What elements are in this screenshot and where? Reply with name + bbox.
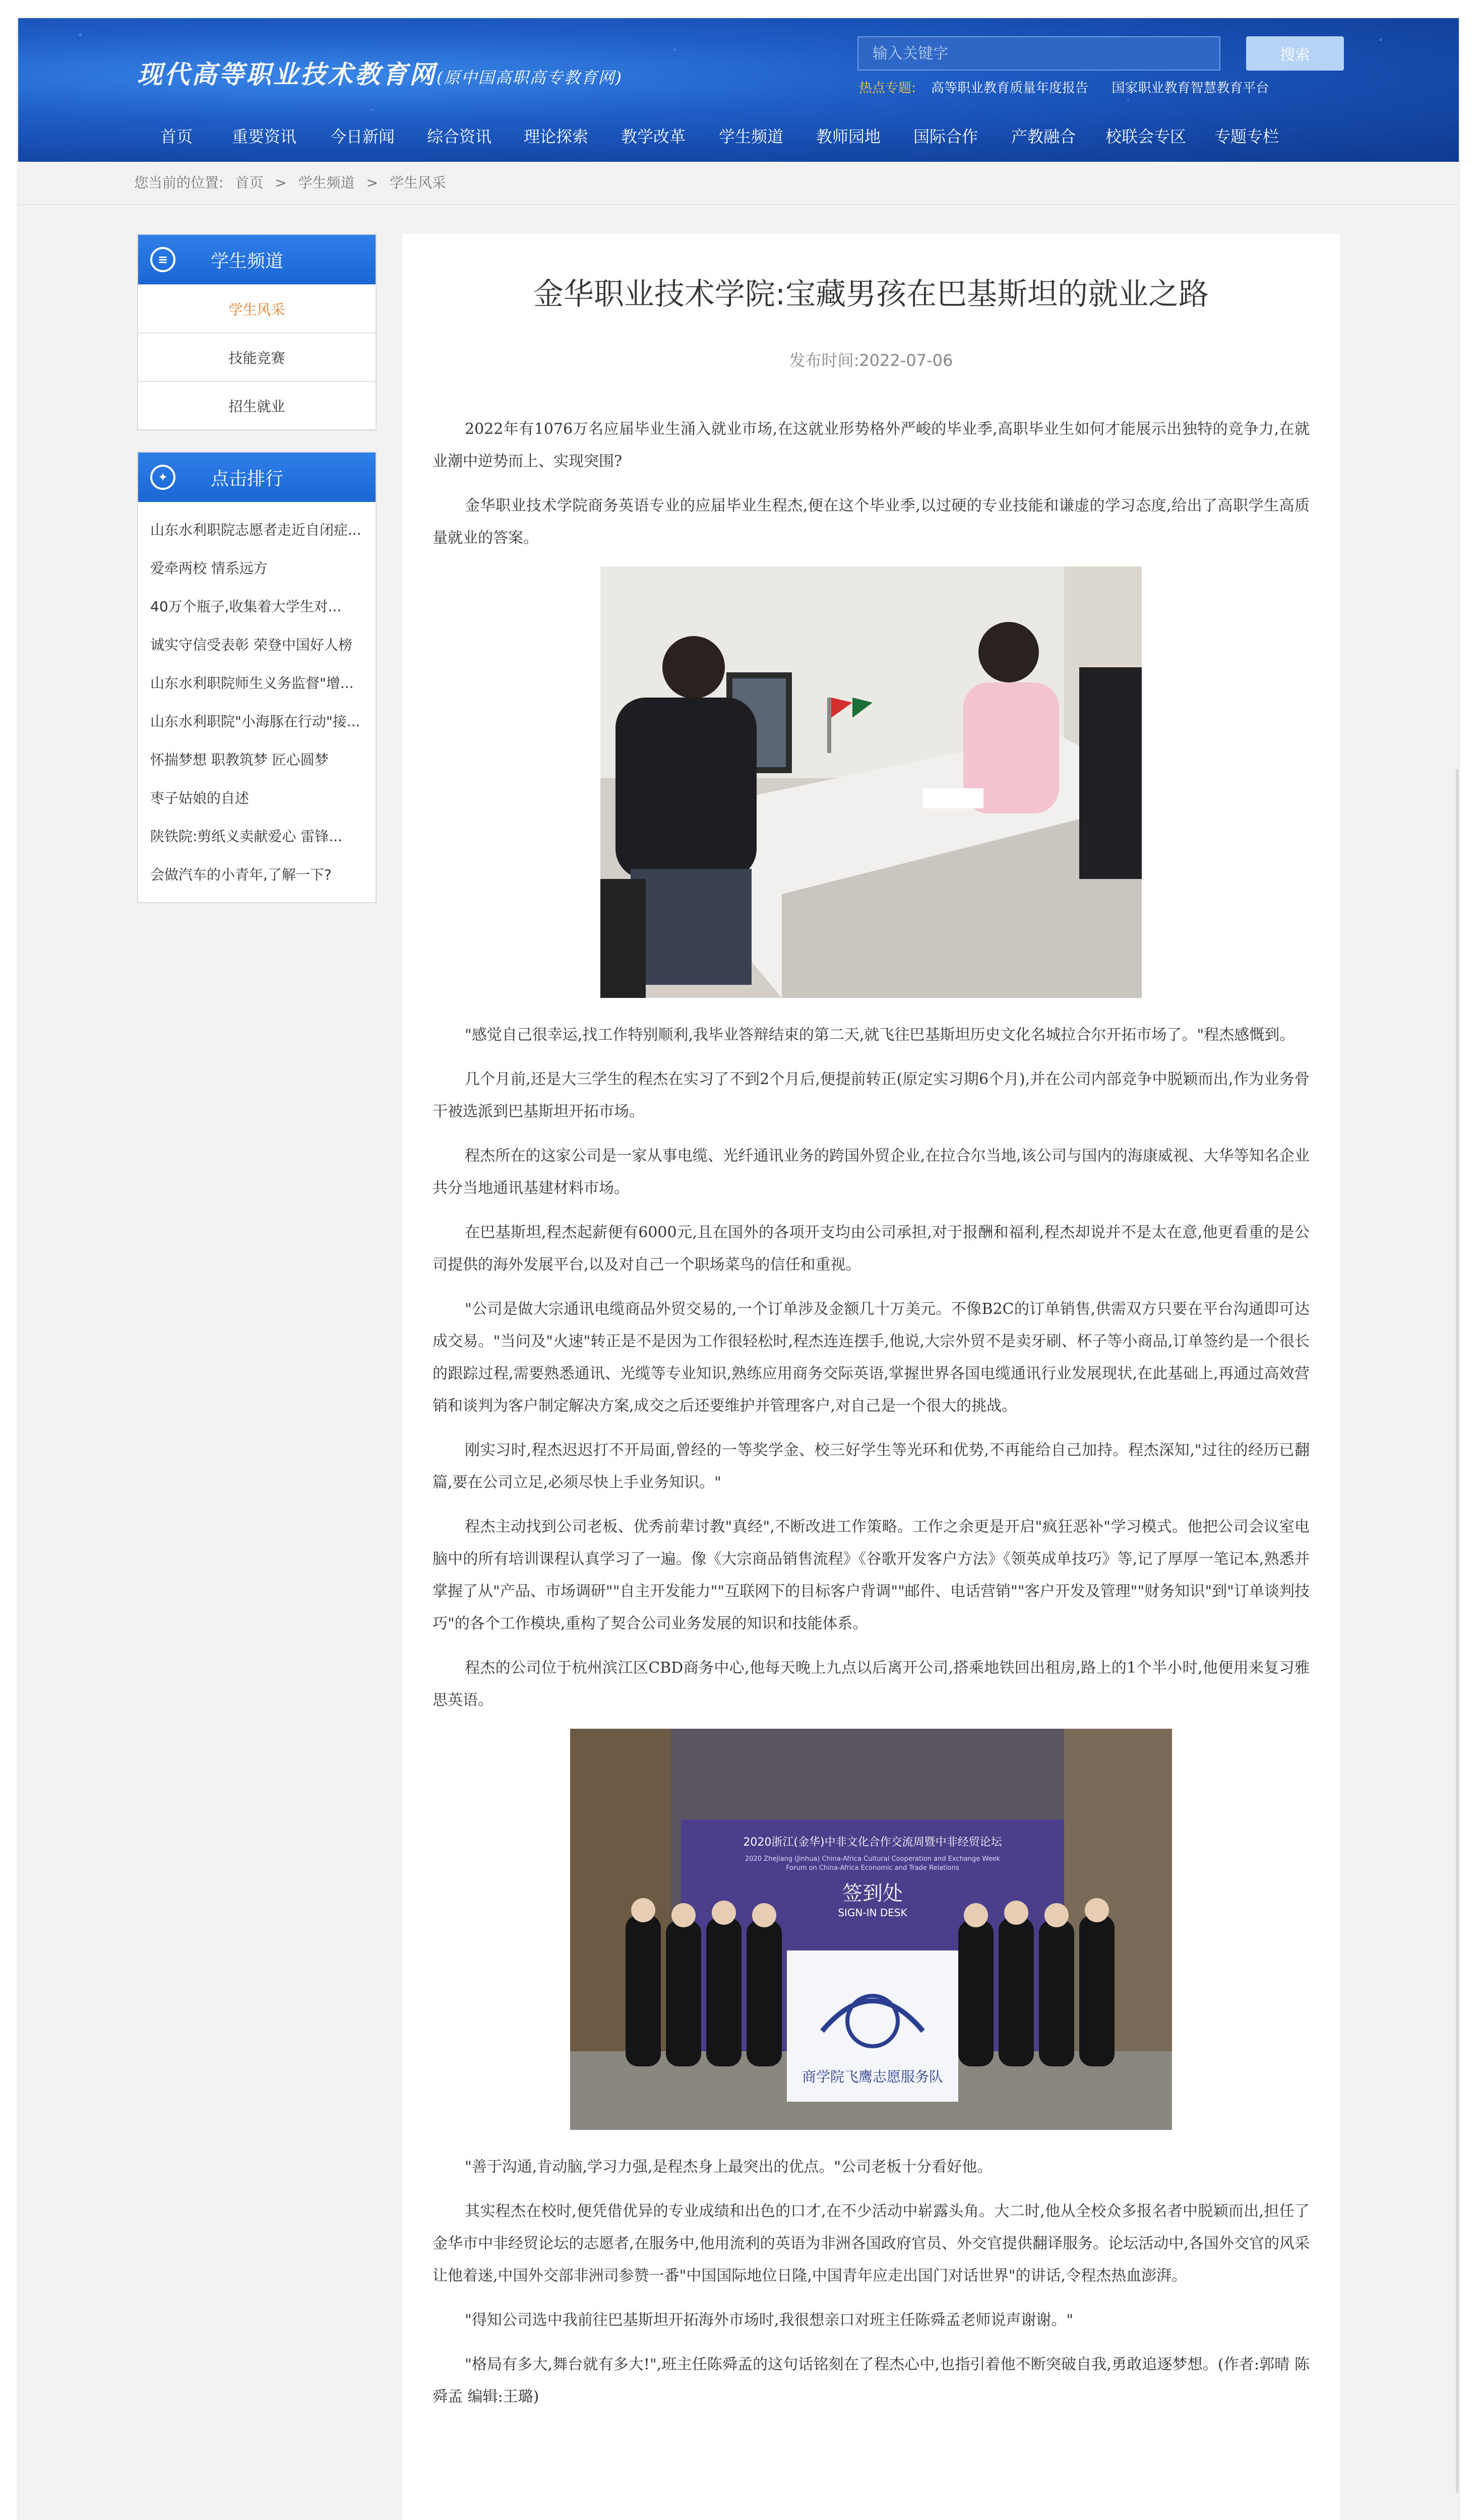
rank-item[interactable]: 诚实守信受表彰 荣登中国好人榜 xyxy=(150,637,352,653)
site-logo[interactable] xyxy=(137,54,623,91)
main-nav xyxy=(139,124,1294,149)
article-paragraph: 在巴基斯坦,程杰起薪便有6000元,且在国外的各项开支均由公司承担,对于报酬和福利,程杰却说并不是太在意,他更看重的是公司提供的海外发展平台,以及对自己一个职场菜鸟的信任和重视。 xyxy=(433,1224,1310,1274)
article-body xyxy=(433,413,1310,2425)
nav-item-students[interactable]: 学生频道 xyxy=(718,127,783,146)
nav-item-today[interactable]: 今日新闻 xyxy=(330,127,395,146)
page-frame xyxy=(18,18,1459,2520)
rank-item[interactable]: 山东水利职院志愿者走近自闭症... xyxy=(150,522,361,538)
rank-item[interactable]: 怀揣梦想 职教筑梦 匠心圆梦 xyxy=(150,751,329,768)
nav-item-general[interactable]: 综合资讯 xyxy=(426,127,491,146)
ranking-icon: ✦ xyxy=(150,465,175,490)
hot-topics xyxy=(859,78,1288,96)
interview-photo xyxy=(600,566,1142,998)
article-paragraph: 2022年有1076万名应届毕业生涌入就业市场,在这就业形势格外严峻的毕业季,高职毕业生如何才能展示出独特的竞争力,在就业潮中逆势而上、实现突围? xyxy=(433,420,1310,470)
search-button[interactable]: 搜索 xyxy=(1246,36,1344,71)
rank-list xyxy=(138,502,376,902)
rank-item[interactable]: 会做汽车的小青年,了解一下? xyxy=(150,866,332,883)
nav-item-theory[interactable]: 理论探索 xyxy=(523,127,588,146)
article-panel xyxy=(402,234,1340,2520)
signin-desk-label-en: SIGN-IN DESK xyxy=(838,1907,907,1919)
sidebar-channel-header xyxy=(138,235,376,284)
rank-item[interactable]: 陕铁院:剪纸义卖献爱心 雷锋... xyxy=(150,828,343,845)
sidebar-channel-title: 学生频道 xyxy=(211,250,284,272)
breadcrumb-prefix: 您当前的位置: xyxy=(134,174,224,191)
hot-topic-link[interactable]: 国家职业教育智慧教育平台 xyxy=(1112,81,1269,96)
volunteer-flag-label: 商学院飞鹰志愿服务队 xyxy=(801,2068,944,2085)
interview-photo-drawing xyxy=(600,566,1142,998)
logo-sub-text: (原中国高职高专教育网) xyxy=(437,68,623,87)
breadcrumb-students[interactable]: 学生频道 xyxy=(298,174,355,191)
banner-title-en: 2020 Zhejiang (Jinhua) China-Africa Cultural Cooperation and Exchange Week xyxy=(745,1855,1001,1863)
article-paragraph: "感觉自己很幸运,找工作特别顺利,我毕业答辩结束的第二天,就飞往巴基斯坦历史文化名城拉合尔开拓市场了。"程杰感慨到。 xyxy=(465,1026,1295,1044)
breadcrumb xyxy=(134,172,453,192)
article-paragraph: "善于沟通,肯动脑,学习力强,是程杰身上最突出的优点。"公司老板十分看好他。 xyxy=(465,2158,993,2176)
list-icon: ≡ xyxy=(150,247,175,272)
search-input[interactable] xyxy=(857,36,1220,71)
nav-item-industry[interactable]: 产教融合 xyxy=(1011,127,1076,146)
hot-topic-link[interactable]: 高等职业教育质量年度报告 xyxy=(931,81,1089,96)
volunteer-group-photo-drawing xyxy=(570,1729,1172,2130)
article-title: 金华职业技术学院:宝藏男孩在巴基斯坦的就业之路 xyxy=(533,277,1209,312)
article-paragraph: 程杰主动找到公司老板、优秀前辈讨教"真经",不断改进工作策略。工作之余更是开启"疯狂恶补"学习模式。他把公司会议室电脑中的所有培训课程认真学习了一遍。像《大宗商品销售流程》《谷歌开发客户方法》《领英成单技巧》等,记了厚厚一笔记本,熟悉并掌握了从"产品、市场调研""自主开发能力""互联网下的目标客户背调""邮件、电话营销""客户开发及管理""财务知识"到"订单谈判技巧"的各个工作模块,重构了契合公司业务发展的知识和技能体系。 xyxy=(433,1518,1310,1632)
rank-item[interactable]: 枣子姑娘的自述 xyxy=(150,790,250,806)
article-paragraph: "格局有多大,舞台就有多大!",班主任陈舜孟的这句话铭刻在了程杰心中,也指引着他不断突破自我,勇敢追逐梦想。(作者:郭晴 陈舜孟 编辑:王璐) xyxy=(433,2356,1310,2406)
article-paragraph: "公司是做大宗通讯电缆商品外贸交易的,一个订单涉及金额几十万美元。不像B2C的订单销售,供需双方只要在平台沟通即可达成交易。"当问及"火速"转正是不是因为工作很轻松时,程杰连连摆手,他说,大宗外贸不是卖牙刷、杯子等小商品,订单签约是一个很长的跟踪过程,需要熟悉通讯、光缆等专业知识,熟练应用商务交际英语,掌握世界各国电缆通讯行业发展现状,在此基础上,再通过高效营销和谈判为客户制定解决方案,成交之后还要维护并管理客户,对自己是一个很大的挑战。 xyxy=(433,1300,1310,1415)
banner-title-cn: 2020浙江(金华)中非文化合作交流周暨中非经贸论坛 xyxy=(743,1836,1002,1849)
article-paragraph: 其实程杰在校时,便凭借优异的专业成绩和出色的口才,在不少活动中崭露头角。大二时,他从全校众多报名者中脱颖而出,担任了金华市中非经贸论坛的志愿者,在服务中,他用流利的英语为非洲各国政府官员、外交官提供翻译服务。论坛活动中,各国外交官的风采让他着迷,中国外交部非洲司参赞一番"中国国际地位日隆,中国青年应走出国门对话世界"的讲话,令程杰热血澎湃。 xyxy=(433,2202,1310,2285)
nav-item-international[interactable]: 国际合作 xyxy=(913,127,978,146)
scrollbar[interactable] xyxy=(1456,769,1459,2493)
nav-item-special[interactable]: 专题专栏 xyxy=(1214,127,1279,146)
hot-topics-label: 热点专题: xyxy=(859,81,916,96)
breadcrumb-current[interactable]: 学生风采 xyxy=(389,174,446,191)
nav-item-news[interactable]: 重要资讯 xyxy=(231,127,296,146)
breadcrumb-home[interactable]: 首页 xyxy=(235,174,264,191)
sidebar-rank-header xyxy=(138,453,376,502)
article-paragraph: 金华职业技术学院商务英语专业的应届毕业生程杰,便在这个毕业季,以过硬的专业技能和谦虚的学习态度,给出了高职学生高质量就业的答案。 xyxy=(433,497,1310,547)
rank-item[interactable]: 山东水利职院师生义务监督"增... xyxy=(150,675,354,691)
rank-item[interactable]: 山东水利职院"小海豚在行动"接... xyxy=(150,713,360,730)
article-paragraph: 程杰所在的这家公司是一家从事电缆、光纤通讯业务的跨国外贸企业,在拉合尔当地,该公司与国内的海康威视、大华等知名企业共分当地通讯基建材料市场。 xyxy=(433,1147,1310,1197)
article-pubdate: 发布时间:2022-07-06 xyxy=(789,351,953,370)
nav-item-teaching[interactable]: 教学改革 xyxy=(621,127,686,146)
sidebar-rank-box xyxy=(137,452,377,903)
volunteer-group-photo xyxy=(570,1729,1172,2130)
breadcrumb-separator: > xyxy=(275,174,287,191)
article-paragraph: 程杰的公司位于杭州滨江区CBD商务中心,他每天晚上九点以后离开公司,搭乘地铁回出租房,路上的1个半小时,他便用来复习雅思英语。 xyxy=(433,1659,1310,1709)
signin-desk-label: 签到处 xyxy=(842,1882,903,1905)
rank-item[interactable]: 爱牵两校 情系远方 xyxy=(150,560,268,577)
sidebar-item-skills-contest[interactable]: 技能竞赛 xyxy=(138,333,376,381)
banner-title-en-2: Forum on China-Africa Economic and Trade Relations xyxy=(786,1864,959,1872)
article-paragraph: "得知公司选中我前往巴基斯坦开拓海外市场时,我很想亲口对班主任陈舜孟老师说声谢谢。" xyxy=(465,2311,1074,2329)
article-paragraph: 刚实习时,程杰迟迟打不开局面,曾经的一等奖学金、校三好学生等光环和优势,不再能给自己加持。程杰深知,"过往的经历已翻篇,要在公司立足,必须尽快上手业务知识。" xyxy=(433,1441,1310,1491)
sidebar-item-admission-employment[interactable]: 招生就业 xyxy=(138,381,376,429)
logo-main-text: 现代高等职业技术教育网 xyxy=(137,59,437,89)
article-paragraph: 几个月前,还是大三学生的程杰在实习了不到2个月后,便提前转正(原定实习期6个月),并在公司内部竞争中脱颖而出,作为业务骨干被选派到巴基斯坦开拓市场。 xyxy=(433,1070,1310,1120)
sidebar-item-student-style[interactable]: 学生风采 xyxy=(138,284,376,333)
nav-item-home[interactable]: 首页 xyxy=(160,127,193,146)
breadcrumb-separator: > xyxy=(366,174,379,191)
site-header xyxy=(18,18,1459,162)
nav-item-alliance[interactable]: 校联会专区 xyxy=(1105,127,1186,146)
rank-item[interactable]: 40万个瓶子,收集着大学生对... xyxy=(150,598,342,615)
sidebar-channel-box xyxy=(137,234,377,430)
sidebar-rank-title: 点击排行 xyxy=(211,468,284,489)
nav-item-teachers[interactable]: 教师园地 xyxy=(816,127,881,146)
